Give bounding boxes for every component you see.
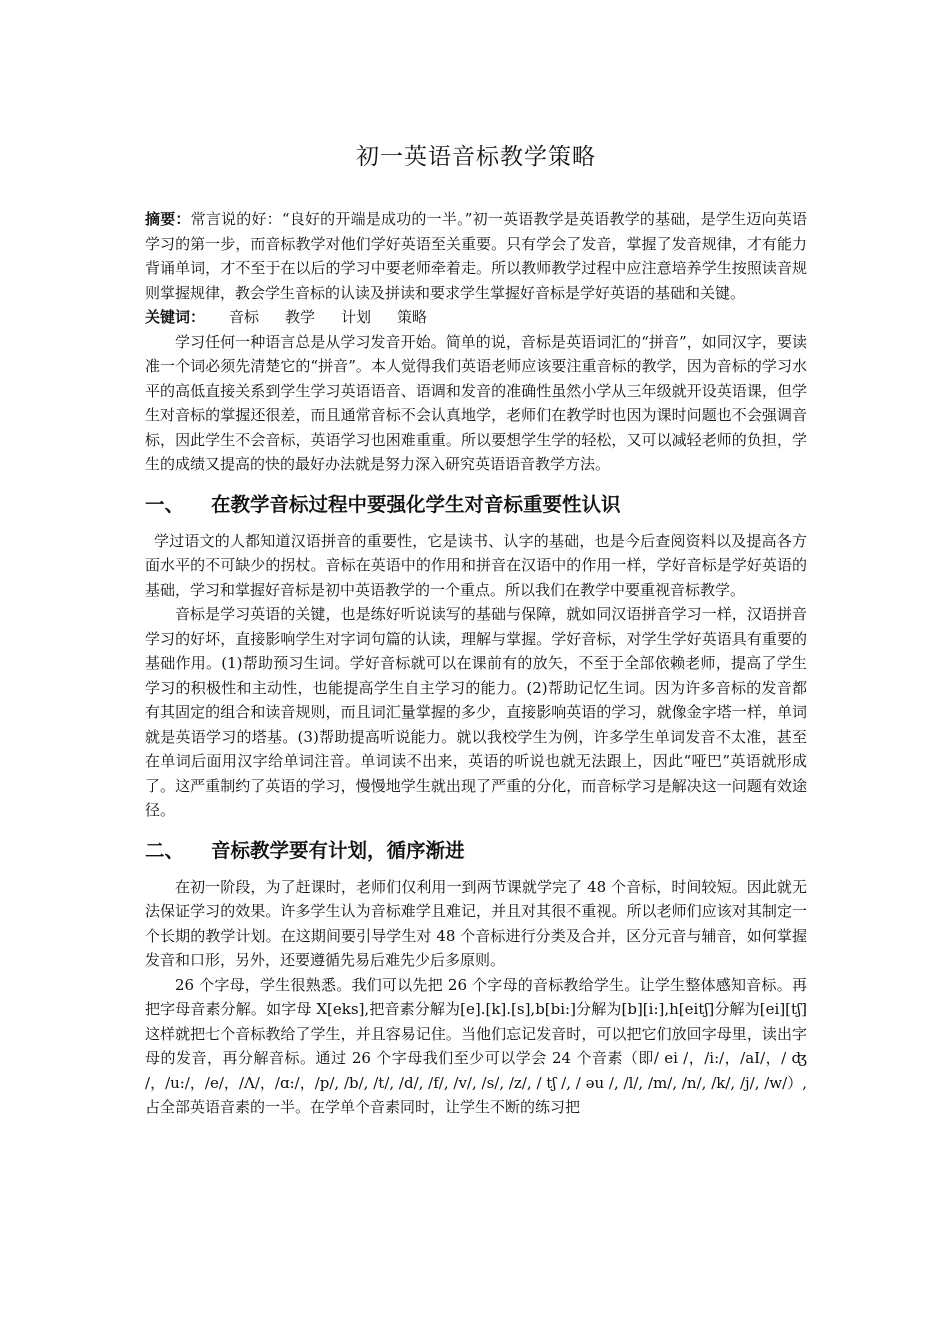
- keyword-item: 教学: [285, 308, 316, 326]
- section2-paragraph-2: 26 个字母，学生很熟悉。我们可以先把 26 个字母的音标教给学生。让学生整体感知音标。再把字母音素分解。如字母 X[eks],把音素分解为[e].[k].[s],b[bi:]分解为[b][i:],h[eitʃ]分解为[ei][tʃ]这样就把七个音标教给了学生，并且容易记住。当他们忘记发音时，可以把它们放回字母里，读出字母的发音，再分解音标。通过 26 个字母我们至少可以学会 24 个音素（即/ ei /，/i:/，/aI/，/ ʤ /，/u:/，/e/，/Λ/，/ɑ:/，/p/, /b/, /t/, /d/, /f/, /v/, /s/, /z/, / tʃ /, / əu /, /l/, /m/, /n/, /k/, /j/, /w/）,占全部英语音素的一半。在学单个音素同时，让学生不断的练习把: [145, 975, 807, 1116]
- keyword-item: 计划: [341, 308, 372, 326]
- page-title: 初一英语音标教学策略: [356, 144, 596, 170]
- section-number: 一、: [145, 492, 185, 516]
- intro-paragraph: 学习任何一种语言总是从学习发音开始。简单的说，音标是英语词汇的“拼音”，如同汉字，要读准一个词必须先清楚它的“拼音”。本人觉得我们英语老师应该要注重音标的教学，因为音标的学习水平的高低直接关系到学生学习英语语音、语调和发音的准确性虽然小学从三年级就开设英语课，但学生对音标的掌握还很差，而且通常音标不会认真地学，老师们在教学时也因为课时问题也不会强调音标，因此学生不会音标，英语学习也困难重重。所以要想学生学的轻松，又可以减轻老师的负担，学生的成绩又提高的快的最好办法就是努力深入研究英语语音教学方法。: [145, 332, 807, 473]
- section-heading-1: [145, 491, 807, 519]
- keyword-item: 策略: [397, 308, 428, 326]
- abstract-text: 常言说的好：“良好的开端是成功的一半。”初一英语教学是英语教学的基础，是学生迈向英语学习的第一步，而音标教学对他们学好英语至关重要。只有学会了发音，掌握了发音规律，才有能力背诵单词，才不至于在以后的学习中要老师牵着走。所以教师教学过程中应注意培养学生按照读音规则掌握规律，教会学生音标的认读及拼读和要求学生掌握好音标是学好英语的基础和关键。: [145, 210, 807, 302]
- section-heading-2: [145, 837, 807, 865]
- section-title: 在教学音标过程中要强化学生对音标重要性认识: [211, 492, 621, 516]
- section-number: 二、: [145, 838, 185, 862]
- section1-paragraph-1: 学过语文的人都知道汉语拼音的重要性，它是读书、认字的基础，也是今后查阅资料以及提高各方面水平的不可缺少的拐杖。音标在英语中的作用和拼音在汉语中的作用一样，学好音标是学好英语的基础，学习和掌握好音标是初中英语教学的一个重点。所以我们在教学中要重视音标教学。: [145, 531, 807, 599]
- keywords-label: 关键词：: [145, 308, 206, 326]
- section2-paragraph-1: 在初一阶段，为了赶课时，老师们仅利用一到两节课就学完了 48 个音标，时间较短。因此就无法保证学习的效果。许多学生认为音标难学且难记，并且对其很不重视。所以老师们应该对其制定一个长期的教学计划。在这期间要引导学生对 48 个音标进行分类及合并，区分元音与辅音，如何掌握发音和口形，另外，还要遵循先易后难先少后多原则。: [145, 877, 807, 969]
- section1-paragraph-2: 音标是学习英语的关键，也是练好听说读写的基础与保障，就如同汉语拼音学习一样，汉语拼音学习的好坏，直接影响学生对字词句篇的认读，理解与掌握。学好音标，对学生学好英语具有重要的基础作用。(1)帮助预习生词。学好音标就可以在课前有的放矢，不至于全部依赖老师，提高了学生学习的积极性和主动性，也能提高学生自主学习的能力。(2)帮助记忆生词。因为许多音标的发音都有其固定的组合和读音规则，而且词汇量掌握的多少，直接影响英语的学习，就像金字塔一样，单词就是英语学习的塔基。(3)帮助提高听说能力。就以我校学生为例，许多学生单词发音不太准，甚至在单词后面用汉字给单词注音。单词读不出来，英语的听说也就无法跟上，因此“哑巴”英语就形成了。这严重制约了英语的学习，慢慢地学生就出现了严重的分化，而音标学习是解决这一问题有效途径。: [145, 605, 807, 819]
- keyword-item: 音标: [229, 308, 260, 326]
- section-title: 音标教学要有计划，循序渐进: [211, 838, 465, 862]
- abstract-paragraph: [145, 207, 807, 305]
- abstract-label: 摘要：: [145, 210, 191, 228]
- keywords-row: [145, 305, 807, 330]
- document-body: [145, 128, 807, 1120]
